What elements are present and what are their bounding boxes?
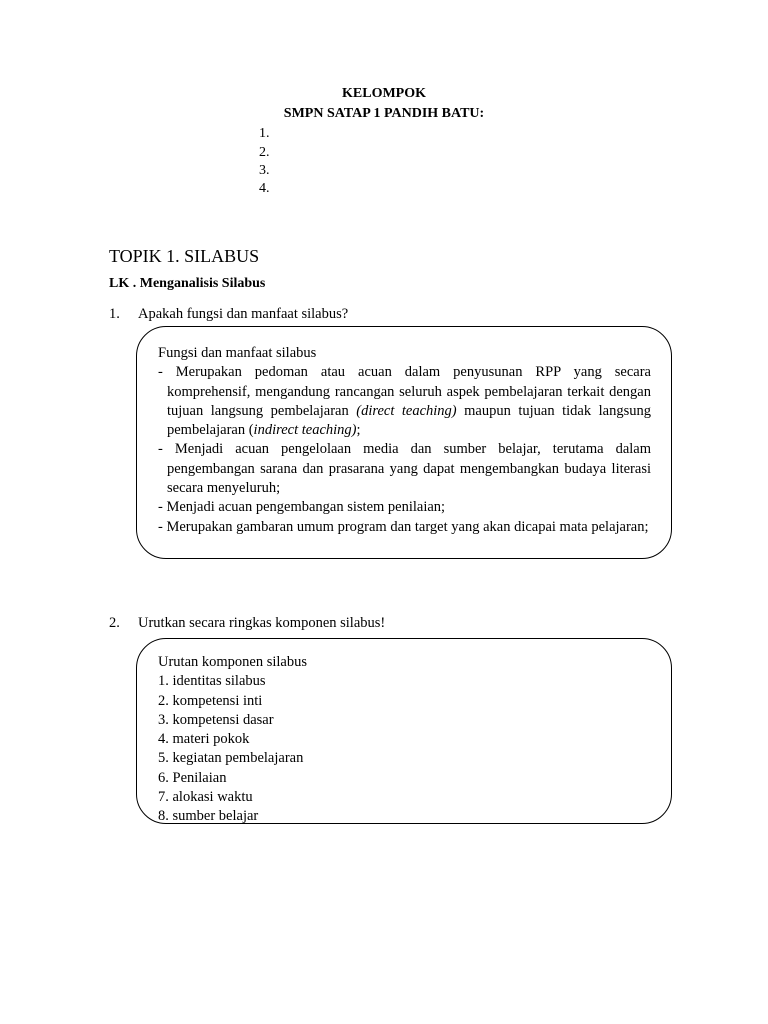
answer-2-content (158, 653, 651, 825)
list-item: 1. identitas silabus (158, 673, 266, 690)
answer-1-item-4: - Merupakan gambaran umum program dan target yang akan dicapai mata pelajaran; (158, 518, 649, 535)
list-item: 7. alokasi waktu (158, 789, 253, 806)
member-number-1: 1. (259, 126, 270, 141)
question-1-number: 1. (109, 306, 120, 322)
answer-1-item-1-text-c: ; (356, 422, 361, 439)
list-item: 3. kompetensi dasar (158, 711, 274, 728)
worksheet-title: LK . Menganalisis Silabus (109, 276, 266, 291)
question-2-text: Urutkan secara ringkas komponen silabus! (138, 615, 386, 631)
answer-1-heading: Fungsi dan manfaat silabus (158, 345, 317, 361)
answer-1-item-2: - Menjadi acuan pengelolaan media dan sumber belajar, terutama dalam pengembangan sarana dan prasarana yang dapat mengembangkan budaya literasi secara menyeluruh; (158, 441, 651, 497)
question-2-number: 2. (109, 615, 120, 631)
answer-1-item-1-text-a: - Merupakan pedoman atau acuan dalam penyusunan RPP yang secara komprehensif, mengandung rancangan seluruh aspek pembelajaran terkait dengan tujuan langsung pembelajaran (158, 364, 651, 419)
list-item: 2. kompetensi inti (158, 692, 263, 709)
member-number-2: 2. (259, 145, 270, 160)
list-item: 8. sumber belajar (158, 808, 259, 825)
topic-title: TOPIK 1. SILABUS (109, 246, 260, 266)
question-1-text: Apakah fungsi dan manfaat silabus? (138, 306, 349, 322)
answer-2-heading: Urutan komponen silabus (158, 654, 308, 670)
answer-1-content (158, 344, 651, 547)
list-item: 6. Penilaian (158, 769, 227, 786)
answer-1-box (136, 326, 672, 559)
member-number-3: 3. (259, 163, 270, 178)
member-number-4: 4. (259, 181, 270, 196)
list-item: 4. materi pokok (158, 731, 250, 748)
answer-1-item-3: - Menjadi acuan pengembangan sistem penilaian; (158, 499, 446, 516)
answer-1-item-1-text-b: maupun tujuan tidak langsung pembelajaran ( (167, 402, 651, 439)
school-name: SMPN SATAP 1 PANDIH BATU: (283, 106, 485, 121)
answer-1-item-1-em-a: (direct teaching) (356, 402, 457, 419)
answer-1-item-1-em-b: indirect teaching) (253, 422, 357, 439)
answer-1-item-1 (158, 363, 651, 440)
answer-2-box (136, 638, 672, 824)
group-title: KELOMPOK (342, 86, 426, 101)
list-item: 5. kegiatan pembelajaran (158, 750, 304, 767)
